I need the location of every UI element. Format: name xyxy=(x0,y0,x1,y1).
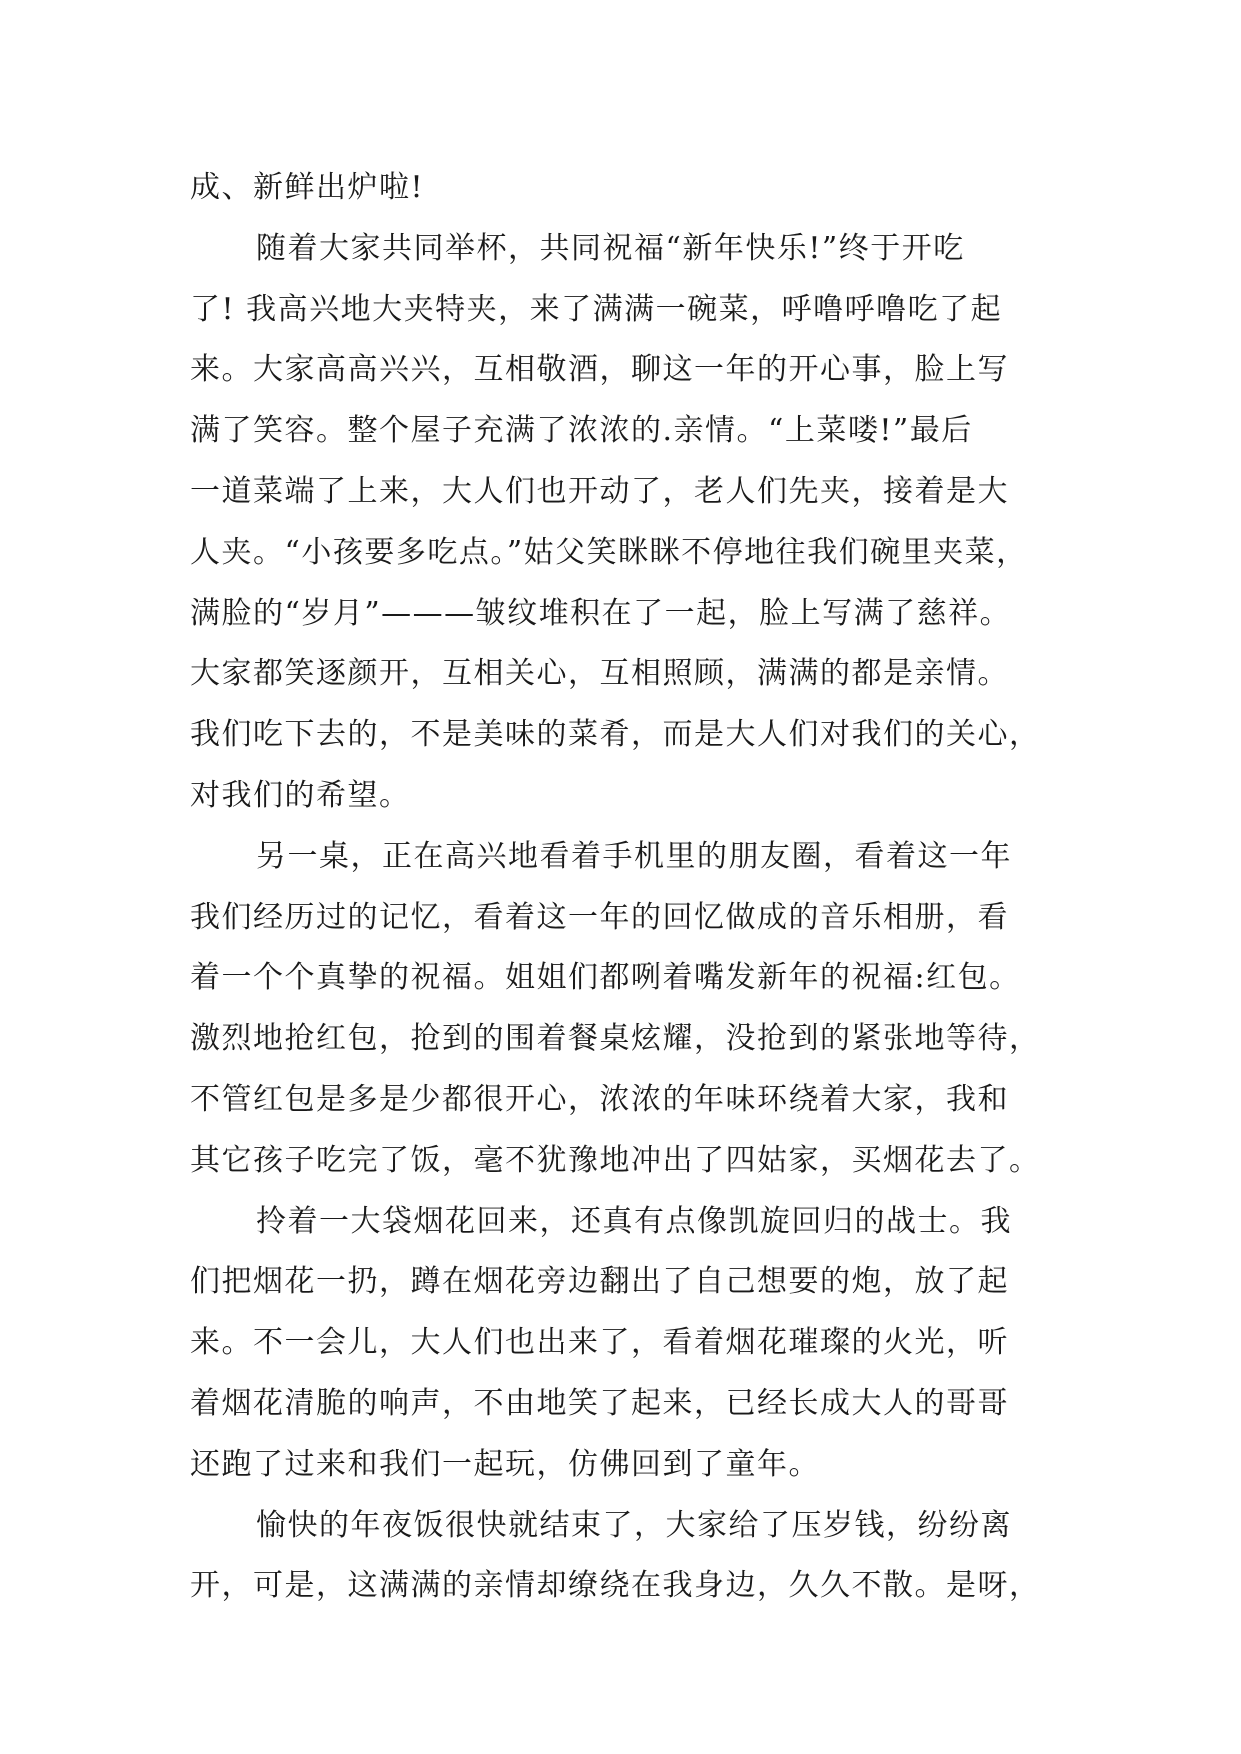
text-line: 开，可是，这满满的亲情却缭绕在我身边，久久不散。是呀， xyxy=(190,1568,1041,1604)
text-line: 了! 我高兴地大夹特夹，来了满满一碗菜，呼噜呼噜吃了起 xyxy=(190,291,1003,327)
text-line: 我们吃下去的，不是美味的菜肴，而是大人们对我们的关心， xyxy=(190,717,1041,753)
body-text xyxy=(190,158,1070,1617)
text-line: 来。不一会儿，大人们也出来了，看着烟花璀璨的火光，听 xyxy=(190,1325,1009,1361)
text-line: 来。大家高高兴兴，互相敬酒，聊这一年的开心事，脸上写 xyxy=(190,352,1009,388)
text-line: 着一个个真挚的祝福。姐姐们都咧着嘴发新年的祝福:红包。 xyxy=(190,960,1021,996)
text-line: 一道菜端了上来，大人们也开动了，老人们先夹，接着是大 xyxy=(190,473,1009,509)
text-line: 激烈地抢红包，抢到的围着餐桌炫耀，没抢到的紧张地等待， xyxy=(190,1021,1041,1057)
text-line: 其它孩子吃完了饭，毫不犹豫地冲出了四姑家，买烟花去了。 xyxy=(190,1142,1041,1178)
text-line: 我们经历过的记忆，看着这一年的回忆做成的音乐相册，看 xyxy=(190,899,1009,935)
text-line: 对我们的希望。 xyxy=(190,777,411,813)
text-line: 不管红包是多是少都很开心，浓浓的年味环绕着大家，我和 xyxy=(190,1081,1009,1117)
text-line: 满脸的“岁月”———皱纹堆积在了一起，脸上写满了慈祥。 xyxy=(190,595,1012,631)
paragraph-first-line: 愉快的年夜饭很快就结束了，大家给了压岁钱，纷纷离 xyxy=(256,1507,1012,1543)
text-line: 人夹。“小孩要多吃点。”姑父笑眯眯不停地往我们碗里夹菜， xyxy=(190,534,1028,570)
text-line: 成、新鲜出炉啦! xyxy=(190,170,425,205)
text-line: 大家都笑逐颜开，互相关心，互相照顾，满满的都是亲情。 xyxy=(190,656,1009,692)
text-line: 满了笑容。整个屋子充满了浓浓的.亲情。“上菜喽!”最后 xyxy=(190,413,973,449)
text-line: 还跑了过来和我们一起玩，仿佛回到了童年。 xyxy=(190,1446,820,1482)
paragraph-first-line: 拎着一大袋烟花回来，还真有点像凯旋回归的战士。我 xyxy=(256,1203,1012,1239)
paragraph-first-line: 随着大家共同举杯，共同祝福“新年快乐!”终于开吃 xyxy=(256,230,965,266)
text-line: 着烟花清脆的响声，不由地笑了起来，已经长成大人的哥哥 xyxy=(190,1385,1009,1421)
text-line: 们把烟花一扔，蹲在烟花旁边翻出了自己想要的炮，放了起 xyxy=(190,1264,1009,1300)
paragraph-first-line: 另一桌，正在高兴地看着手机里的朋友圈，看着这一年 xyxy=(256,838,1012,874)
